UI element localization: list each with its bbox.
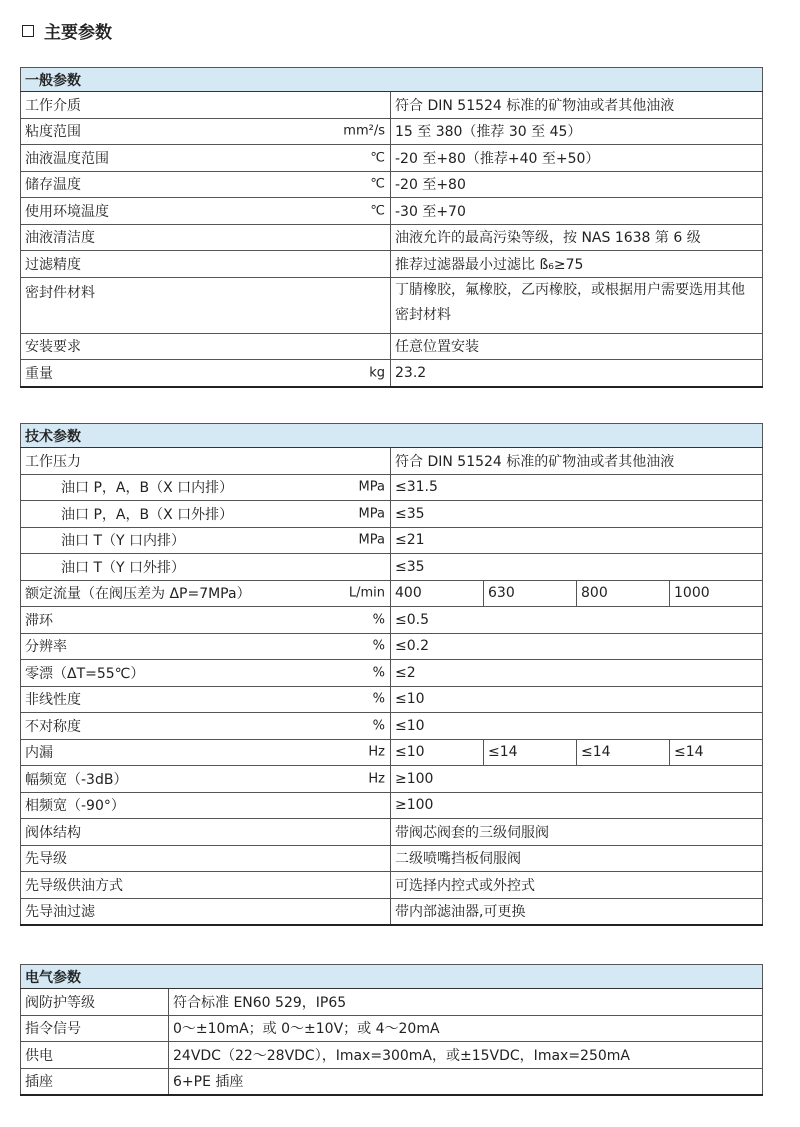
table-row bbox=[21, 224, 763, 251]
param-label: 零漂（ΔT=55℃） bbox=[25, 665, 145, 682]
param-unit: mm²/s bbox=[343, 123, 385, 139]
page-title bbox=[22, 18, 112, 43]
param-label-cell bbox=[21, 607, 391, 634]
param-label-cell bbox=[21, 872, 391, 899]
general-params-table bbox=[20, 67, 763, 388]
table-row bbox=[21, 713, 763, 740]
param-label-cell bbox=[21, 277, 391, 333]
param-value: ≥100 bbox=[391, 766, 763, 793]
table-row bbox=[21, 580, 763, 607]
param-unit: % bbox=[372, 665, 385, 681]
param-label-cell bbox=[21, 474, 391, 501]
param-unit: Hz bbox=[368, 771, 385, 787]
param-label-cell bbox=[21, 554, 391, 581]
param-unit: kg bbox=[369, 365, 385, 381]
table-row bbox=[21, 989, 763, 1016]
param-value: 630 bbox=[484, 580, 577, 607]
param-label-cell bbox=[21, 739, 391, 766]
table-header bbox=[21, 965, 763, 989]
table-row bbox=[21, 171, 763, 198]
param-value: ≤35 bbox=[391, 501, 763, 528]
section-header: 电气参数 bbox=[21, 965, 763, 989]
param-value: 24VDC（22～28VDC），Imax=300mA，或±15VDC，Imax=250mA bbox=[169, 1042, 763, 1069]
param-label-cell bbox=[21, 580, 391, 607]
param-label: 重量 bbox=[25, 365, 53, 382]
param-label-cell bbox=[21, 360, 391, 387]
table-row bbox=[21, 819, 763, 846]
page-title-text: 主要参数 bbox=[44, 23, 112, 43]
table-row bbox=[21, 448, 763, 475]
param-value: ≥100 bbox=[391, 792, 763, 819]
param-label-cell bbox=[21, 686, 391, 713]
table-row bbox=[21, 554, 763, 581]
param-label-cell bbox=[21, 198, 391, 225]
table-row bbox=[21, 845, 763, 872]
param-unit: ℃ bbox=[370, 176, 385, 192]
param-label-cell bbox=[21, 224, 391, 251]
technical-params-table bbox=[20, 423, 763, 926]
param-value: ≤2 bbox=[391, 660, 763, 687]
param-value: 符合 DIN 51524 标准的矿物油或者其他油液 bbox=[391, 448, 763, 475]
table-row bbox=[21, 501, 763, 528]
table-row bbox=[21, 633, 763, 660]
param-label: 分辨率 bbox=[25, 639, 67, 656]
section-header: 一般参数 bbox=[21, 68, 763, 92]
param-value: 推荐过滤器最小过滤比 ß₆≥75 bbox=[391, 251, 763, 278]
param-unit: ℃ bbox=[370, 203, 385, 219]
param-label: 相频宽（-90°） bbox=[25, 798, 125, 815]
param-label: 密封件材料 bbox=[25, 284, 95, 301]
param-label: 油口 T（Y 口内排） bbox=[61, 533, 186, 550]
param-unit: ℃ bbox=[370, 150, 385, 166]
param-value: 油液允许的最高污染等级，按 NAS 1638 第 6 级 bbox=[391, 224, 763, 251]
table-row bbox=[21, 360, 763, 387]
table-row bbox=[21, 277, 763, 333]
param-value: 符合 DIN 51524 标准的矿物油或者其他油液 bbox=[391, 92, 763, 119]
table-row bbox=[21, 872, 763, 899]
table-header bbox=[21, 68, 763, 92]
table-row bbox=[21, 686, 763, 713]
param-label-cell bbox=[21, 92, 391, 119]
param-value: -20 至+80（推荐+40 至+50） bbox=[391, 145, 763, 172]
checkbox-square-icon bbox=[22, 25, 34, 37]
table-row bbox=[21, 739, 763, 766]
param-value: -30 至+70 bbox=[391, 198, 763, 225]
param-value: 23.2 bbox=[391, 360, 763, 387]
param-label: 插座 bbox=[21, 1068, 169, 1095]
param-value: ≤21 bbox=[391, 527, 763, 554]
table-row bbox=[21, 333, 763, 360]
param-value: 任意位置安装 bbox=[391, 333, 763, 360]
param-value: 1000 bbox=[670, 580, 763, 607]
param-value: 带阀芯阀套的三级伺服阀 bbox=[391, 819, 763, 846]
param-label-cell bbox=[21, 448, 391, 475]
param-label-cell bbox=[21, 819, 391, 846]
table-row bbox=[21, 660, 763, 687]
param-label-cell bbox=[21, 171, 391, 198]
param-label: 额定流量（在阀压差为 ΔP=7MPa） bbox=[25, 586, 251, 603]
table-row bbox=[21, 92, 763, 119]
param-unit: % bbox=[372, 718, 385, 734]
param-label-cell bbox=[21, 713, 391, 740]
param-label: 非线性度 bbox=[25, 692, 81, 709]
table-row bbox=[21, 607, 763, 634]
param-label: 阀防护等级 bbox=[21, 989, 169, 1016]
table-row bbox=[21, 118, 763, 145]
table-row bbox=[21, 1042, 763, 1069]
param-label: 油口 P，A，B（X 口外排） bbox=[61, 506, 234, 523]
param-label: 幅频宽（-3dB） bbox=[25, 771, 128, 788]
param-value: 丁腈橡胶，氟橡胶，乙丙橡胶，或根据用户需要选用其他密封材料 bbox=[391, 277, 763, 333]
param-value: ≤14 bbox=[670, 739, 763, 766]
param-value: ≤31.5 bbox=[391, 474, 763, 501]
param-label-cell bbox=[21, 845, 391, 872]
param-value: ≤10 bbox=[391, 686, 763, 713]
param-label-cell bbox=[21, 118, 391, 145]
table-row bbox=[21, 792, 763, 819]
param-value: 6+PE 插座 bbox=[169, 1068, 763, 1095]
param-unit: % bbox=[372, 638, 385, 654]
param-value: ≤14 bbox=[484, 739, 577, 766]
param-label: 油口 P，A，B（X 口内排） bbox=[61, 480, 234, 497]
param-value: 二级喷嘴挡板伺服阀 bbox=[391, 845, 763, 872]
param-value: 800 bbox=[577, 580, 670, 607]
param-label-cell bbox=[21, 251, 391, 278]
table-header bbox=[21, 424, 763, 448]
param-label-cell bbox=[21, 333, 391, 360]
param-value: 0～±10mA；或 0～±10V；或 4～20mA bbox=[169, 1015, 763, 1042]
param-label: 使用环境温度 bbox=[25, 203, 109, 220]
table-row bbox=[21, 198, 763, 225]
table-row bbox=[21, 1068, 763, 1095]
param-value: ≤0.2 bbox=[391, 633, 763, 660]
param-label-cell bbox=[21, 501, 391, 528]
param-value: 带内部滤油器,可更换 bbox=[391, 898, 763, 925]
param-value: ≤10 bbox=[391, 713, 763, 740]
param-label: 先导油过滤 bbox=[25, 904, 95, 921]
param-unit: MPa bbox=[358, 532, 385, 548]
param-value: ≤10 bbox=[391, 739, 484, 766]
param-label: 先导级 bbox=[25, 851, 67, 868]
param-label: 油口 T（Y 口外排） bbox=[61, 559, 186, 576]
param-value: 400 bbox=[391, 580, 484, 607]
param-label-cell bbox=[21, 766, 391, 793]
param-label: 阀体结构 bbox=[25, 824, 81, 841]
param-unit: Hz bbox=[368, 744, 385, 760]
param-label-cell bbox=[21, 898, 391, 925]
param-label: 不对称度 bbox=[25, 718, 81, 735]
table-row bbox=[21, 251, 763, 278]
param-unit: MPa bbox=[358, 479, 385, 495]
param-label-cell bbox=[21, 633, 391, 660]
param-label: 安装要求 bbox=[25, 339, 81, 356]
param-label: 供电 bbox=[21, 1042, 169, 1069]
param-label: 滞环 bbox=[25, 612, 53, 629]
table-row bbox=[21, 474, 763, 501]
param-value: 可选择内控式或外控式 bbox=[391, 872, 763, 899]
param-value: -20 至+80 bbox=[391, 171, 763, 198]
param-label: 工作压力 bbox=[25, 453, 81, 470]
param-label-cell bbox=[21, 792, 391, 819]
param-label: 储存温度 bbox=[25, 177, 81, 194]
param-label-cell bbox=[21, 660, 391, 687]
param-label: 指令信号 bbox=[21, 1015, 169, 1042]
param-unit: % bbox=[372, 612, 385, 628]
table-row bbox=[21, 898, 763, 925]
table-row bbox=[21, 527, 763, 554]
param-label-cell bbox=[21, 527, 391, 554]
param-label: 粘度范围 bbox=[25, 124, 81, 141]
param-label: 内漏 bbox=[25, 745, 53, 762]
param-unit: % bbox=[372, 691, 385, 707]
table-row bbox=[21, 766, 763, 793]
table-row bbox=[21, 1015, 763, 1042]
param-label: 工作介质 bbox=[25, 97, 81, 114]
param-label: 油液温度范围 bbox=[25, 150, 109, 167]
section-header: 技术参数 bbox=[21, 424, 763, 448]
electrical-params-table bbox=[20, 964, 763, 1096]
param-value: ≤0.5 bbox=[391, 607, 763, 634]
param-value: ≤35 bbox=[391, 554, 763, 581]
param-value: 15 至 380（推荐 30 至 45） bbox=[391, 118, 763, 145]
table-row bbox=[21, 145, 763, 172]
param-label: 先导级供油方式 bbox=[25, 877, 123, 894]
param-unit: MPa bbox=[358, 506, 385, 522]
param-label-cell bbox=[21, 145, 391, 172]
param-value: ≤14 bbox=[577, 739, 670, 766]
param-unit: L/min bbox=[348, 585, 385, 601]
param-label: 油液清洁度 bbox=[25, 230, 95, 247]
param-value: 符合标准 EN60 529，IP65 bbox=[169, 989, 763, 1016]
param-label: 过滤精度 bbox=[25, 256, 81, 273]
